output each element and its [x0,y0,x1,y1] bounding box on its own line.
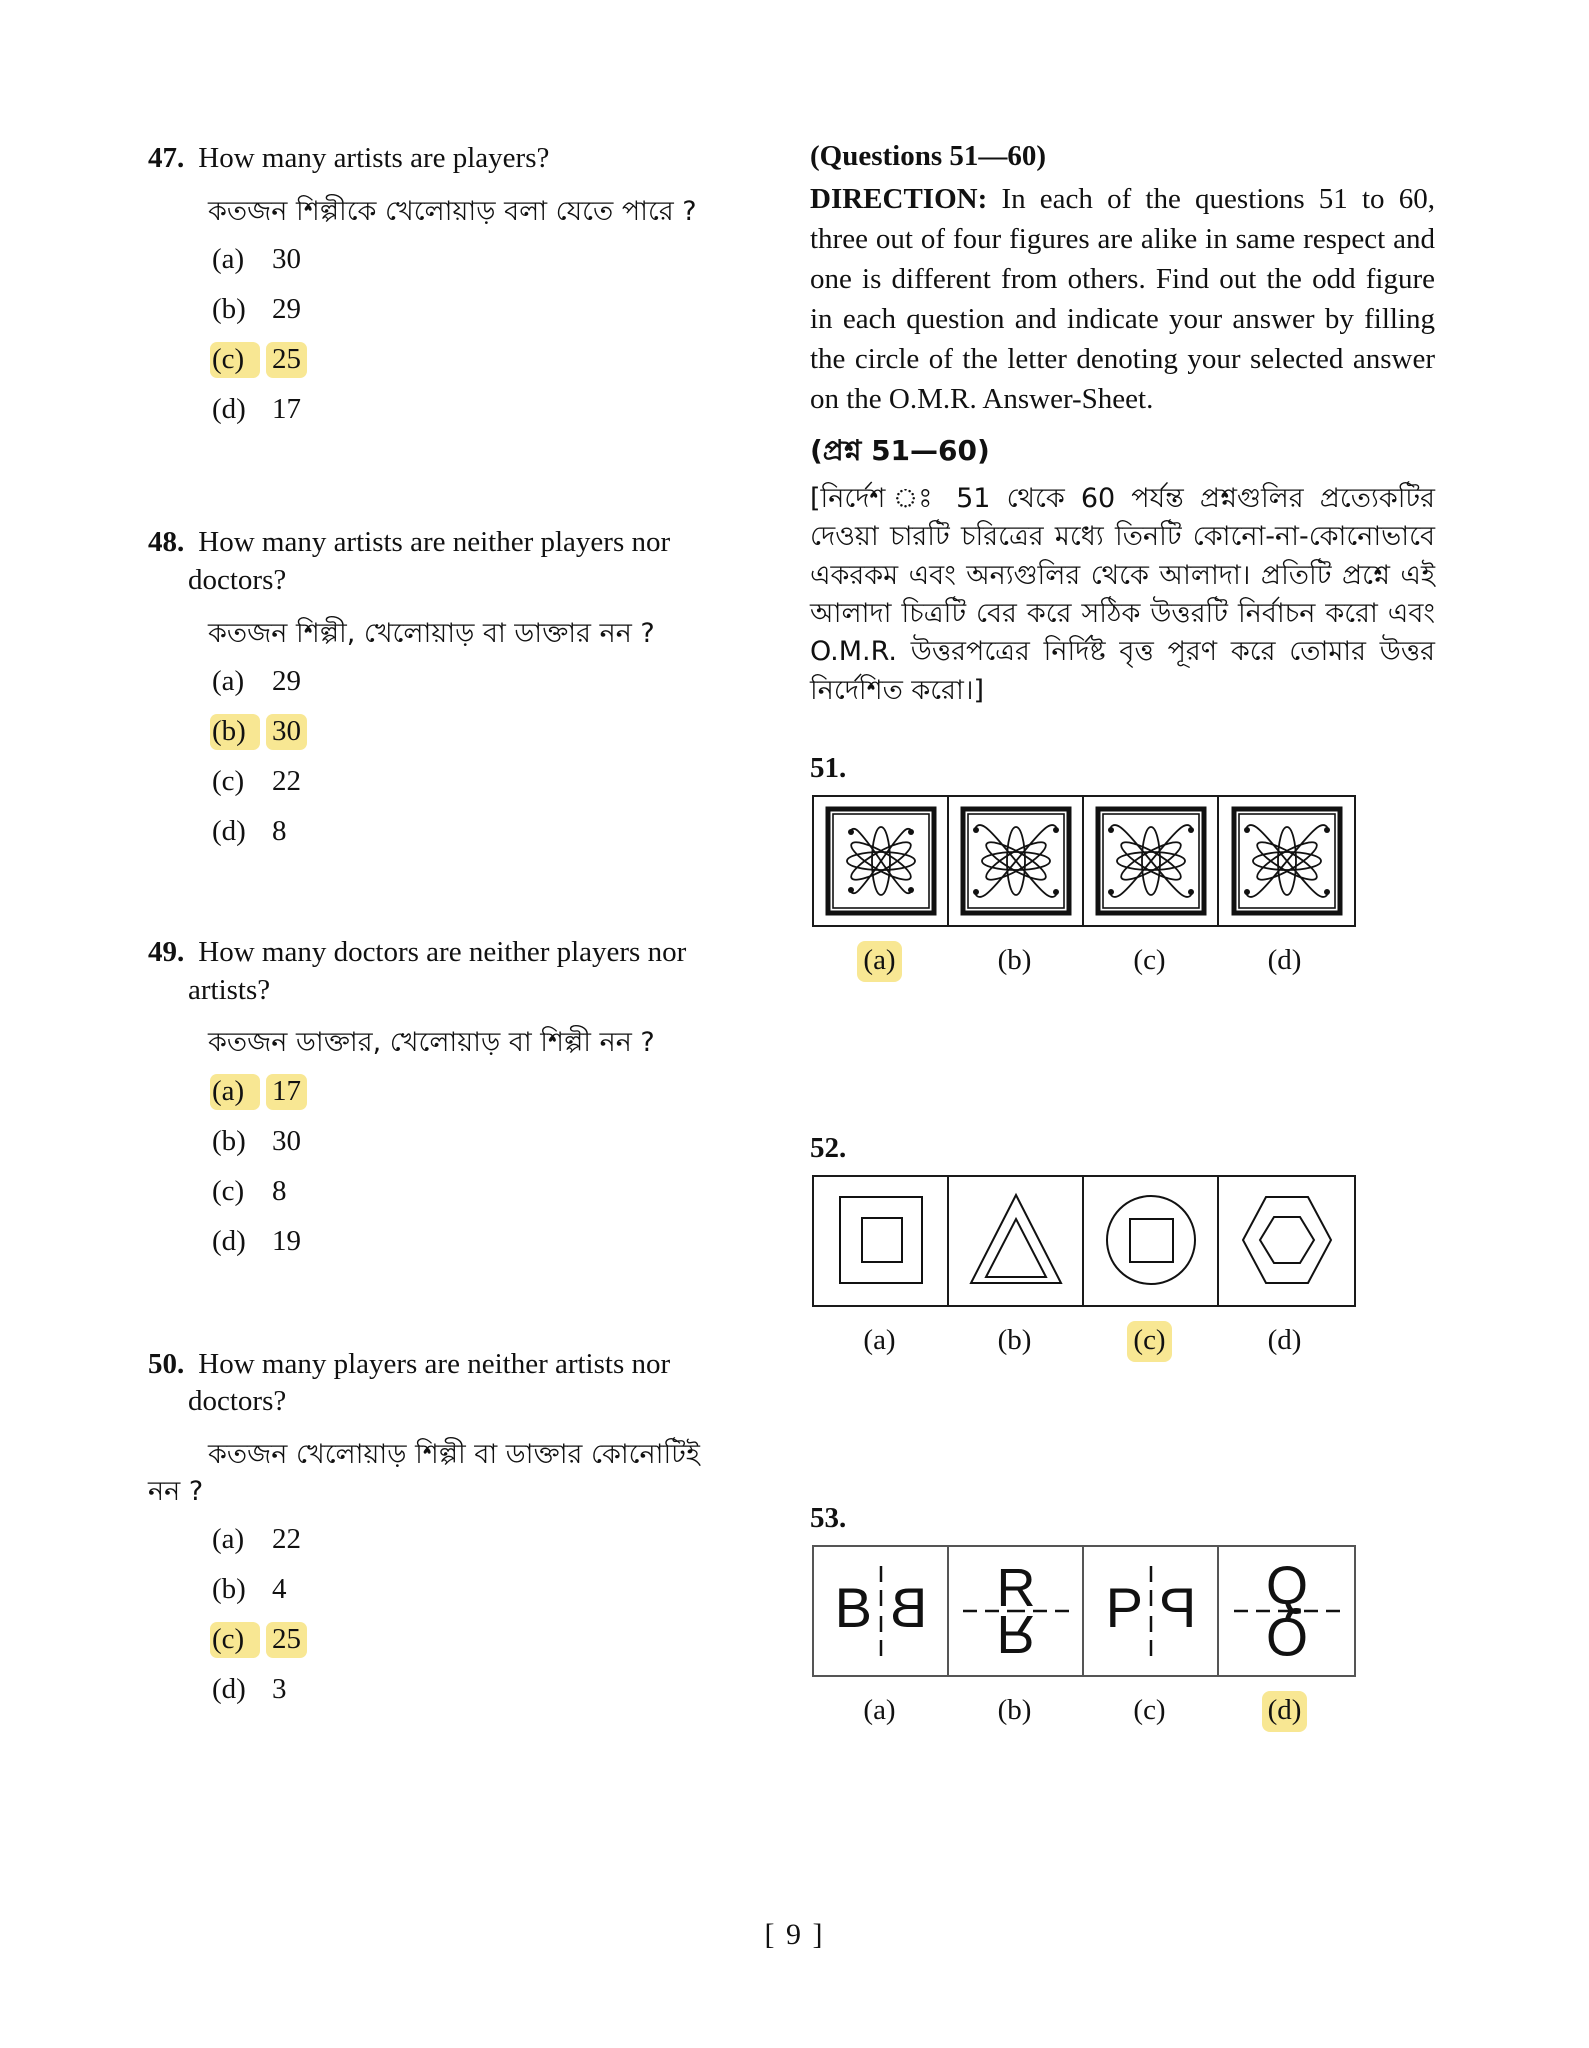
option-row[interactable] [210,814,748,850]
flower-figure-a[interactable] [814,797,949,925]
svg-text:B: B [834,1576,872,1640]
option-label: (d) [212,1673,246,1705]
hexagon-in-hexagon[interactable] [1219,1177,1354,1305]
figure-option-label: (b) [997,944,1032,977]
figure-question-51-number: 51. [810,752,847,785]
option-label: (b) [212,293,246,326]
option-label: (b) [212,1124,246,1157]
question-47-number: 47. [148,142,185,174]
figure-52-label-c[interactable] [1082,1321,1217,1362]
figure-51-labels [812,941,1352,982]
direction-paragraph [810,179,1435,419]
svg-text:Q: Q [1265,1606,1308,1667]
question-50-bengali-continued: নন ? [148,1475,204,1507]
svg-text:P: P [1105,1576,1143,1640]
letter-b-mirror-svg [816,1548,946,1674]
option-label: (a) [212,664,245,697]
option-row[interactable] [210,242,748,278]
square-in-square-svg [822,1185,940,1297]
question-50 [148,1346,748,1708]
question-50-english-text: How many players are neither artists nor doctors? [188,1347,671,1418]
option-row[interactable] [210,342,748,378]
hexagon-in-hexagon-svg [1228,1185,1346,1297]
triangle-in-triangle[interactable] [949,1177,1084,1305]
figure-option-label: (a) [857,941,901,982]
option-label: (c) [210,1622,260,1658]
option-value: 30 [272,243,301,276]
question-47-bengali: কতজন শিল্পীকে খেলোয়াড় বলা যেতে পারে ? [208,195,697,227]
option-row[interactable] [210,1074,748,1110]
question-49-english [148,934,748,1009]
option-value: 3 [272,1673,287,1705]
question-49 [148,934,748,1260]
flower-svg-d [1228,805,1346,917]
option-value: 29 [272,293,301,326]
flower-svg-c [1092,805,1210,917]
option-value: 29 [272,664,301,697]
option-row[interactable] [210,1522,748,1558]
question-47-english-text: How many artists are players? [198,142,550,174]
figure-question-51 [810,752,1435,982]
figure-53-label-a[interactable] [812,1691,947,1732]
figure-option-label: (a) [863,1694,896,1727]
option-label: (d) [212,1224,246,1257]
figure-52-label-a[interactable] [812,1321,947,1362]
figure-51-label-a[interactable] [812,941,947,982]
svg-text:P: P [1158,1576,1196,1640]
figure-question-52 [810,1132,1435,1362]
question-48 [148,524,748,850]
figure-option-label: (d) [1267,1324,1302,1357]
question-47-english [148,140,748,178]
figure-51-label-b[interactable] [947,941,1082,982]
option-label: (d) [212,814,246,847]
figure-52-labels [812,1321,1352,1362]
direction-paragraph-bengali: [নির্দেশ ঃ 51 থেকে 60 পর্যন্ত প্রশ্নগুলির প্রত্যেকটির দেওয়া চারটি চরিত্রের মধ্যে তিনটি কোনো-না-কোনোভাবে একরকম এবং অন্যগুলির থেকে আলাদা। প্রতিটি প্রশ্নে এই আলাদা চিত্রটি বের করে সঠিক উত্তরটি নির্বাচন করো এবং O.M.R. উত্তরপত্রের নির্দিষ্ট বৃত্ত পূরণ করে তোমার উত্তর নির্দেশিত করো।] [810,483,1435,706]
figure-row-52 [812,1175,1356,1307]
option-value: 30 [272,1124,301,1157]
letter-r-mirror-svg [951,1548,1081,1674]
right-column [810,140,1435,1732]
option-row[interactable] [210,714,748,750]
option-label: (d) [212,393,246,426]
option-value: 25 [266,342,307,378]
option-label: (b) [210,714,260,750]
letter-b-vertical-mirror[interactable] [814,1547,949,1675]
flower-svg-a [822,805,940,917]
option-row[interactable] [210,1224,748,1260]
triangle-in-triangle-svg [957,1185,1075,1297]
letter-p-vertical-mirror[interactable] [1084,1547,1219,1675]
svg-text:R: R [996,1604,1035,1665]
svg-text:R: R [996,1558,1035,1619]
figure-option-label: (c) [1127,1321,1171,1362]
option-label: (a) [210,1074,260,1110]
option-row[interactable] [210,764,748,800]
option-label: (c) [212,764,245,797]
option-label: (a) [212,243,245,276]
page-number: [ 9 ] [764,1918,825,1951]
figure-question-53-number: 53. [810,1502,847,1535]
question-50-number: 50. [148,1347,185,1380]
letter-q-mirror-svg [1222,1548,1352,1674]
question-48-options [148,664,748,850]
figure-question-53 [810,1502,1435,1732]
question-48-english-text: How many artists are neither players nor doctors? [188,526,671,596]
figure-51-label-c[interactable] [1082,941,1217,982]
left-column [148,140,748,1722]
figure-53-label-d[interactable] [1217,1691,1352,1732]
option-row[interactable] [210,292,748,328]
question-50-options [148,1522,748,1708]
svg-text:B: B [889,1576,927,1640]
figure-53-labels [812,1691,1352,1732]
figure-53-label-c[interactable] [1082,1691,1217,1732]
option-row[interactable] [210,664,748,700]
questions-range-heading-bengali: (প্রশ্ন 51—60) [810,434,990,468]
option-label: (a) [212,1523,245,1555]
option-value: 22 [272,1523,301,1555]
option-value: 8 [272,814,287,847]
flower-figure-b[interactable] [949,797,1084,925]
figure-option-label: (b) [997,1324,1032,1357]
svg-text:Q: Q [1265,1556,1308,1617]
question-48-bengali: কতজন শিল্পী, খেলোয়াড় বা ডাক্তার নন ? [208,617,655,649]
question-49-bengali: কতজন ডাক্তার, খেলোয়াড় বা শিল্পী নন ? [208,1027,655,1059]
question-49-options [148,1074,748,1260]
question-48-english [148,524,748,599]
option-row[interactable] [210,1124,748,1160]
question-50-bengali: কতজন খেলোয়াড় শিল্পী বা ডাক্তার কোনোটিই [208,1439,700,1471]
option-value: 30 [266,714,307,750]
option-value: 19 [272,1224,301,1257]
option-row[interactable] [210,1672,748,1708]
figure-row-51 [812,795,1356,927]
option-row[interactable] [210,1622,748,1658]
figure-52-label-d[interactable] [1217,1321,1352,1362]
figure-option-label: (d) [1267,944,1302,977]
question-49-english-text: How many doctors are neither players nor artists? [188,935,687,1006]
question-47 [148,140,748,428]
square-in-circle-svg [1092,1185,1210,1297]
option-label: (c) [210,342,260,378]
option-value: 17 [272,393,301,426]
direction-label: DIRECTION: [810,183,988,215]
question-49-number: 49. [148,935,185,968]
question-50-english [148,1346,748,1421]
option-value: 25 [266,1622,307,1658]
letter-q-horizontal-mirror[interactable] [1219,1547,1354,1675]
square-in-circle[interactable] [1084,1177,1219,1305]
option-row[interactable] [210,392,748,428]
figure-option-label: (c) [1133,944,1166,977]
option-label: (c) [212,1174,245,1207]
option-row[interactable] [210,1174,748,1210]
direction-text: In each of the questions 51 to 60, three out of four figures are alike in same respect and one is different from others. Find out the odd figure in each question and indicate your answer by filling the circle of the letter denoting your selected answer on the O.M.R. Answer-Sheet. [810,183,1435,416]
option-row[interactable] [210,1572,748,1608]
figure-option-label: (b) [997,1694,1032,1727]
flower-figure-d[interactable] [1219,797,1354,925]
question-48-number: 48. [148,526,185,559]
option-value: 8 [272,1174,287,1207]
square-in-square[interactable] [814,1177,949,1305]
option-value: 4 [272,1573,287,1605]
letter-p-mirror-svg [1086,1548,1216,1674]
flower-figure-c[interactable] [1084,797,1219,925]
letter-r-horizontal-mirror[interactable] [949,1547,1084,1675]
figure-question-52-number: 52. [810,1132,847,1165]
figure-52-label-b[interactable] [947,1321,1082,1362]
figure-option-label: (c) [1133,1694,1166,1727]
questions-range-heading: (Questions 51—60) [810,140,1047,172]
figure-51-label-d[interactable] [1217,941,1352,982]
figure-row-53 [812,1545,1356,1677]
flower-svg-b [957,805,1075,917]
figure-option-label: (d) [1262,1691,1308,1732]
option-label: (b) [212,1573,246,1605]
option-value: 17 [266,1074,307,1110]
figure-53-label-b[interactable] [947,1691,1082,1732]
figure-option-label: (a) [863,1324,896,1357]
question-47-options [148,242,748,428]
option-value: 22 [272,764,301,797]
